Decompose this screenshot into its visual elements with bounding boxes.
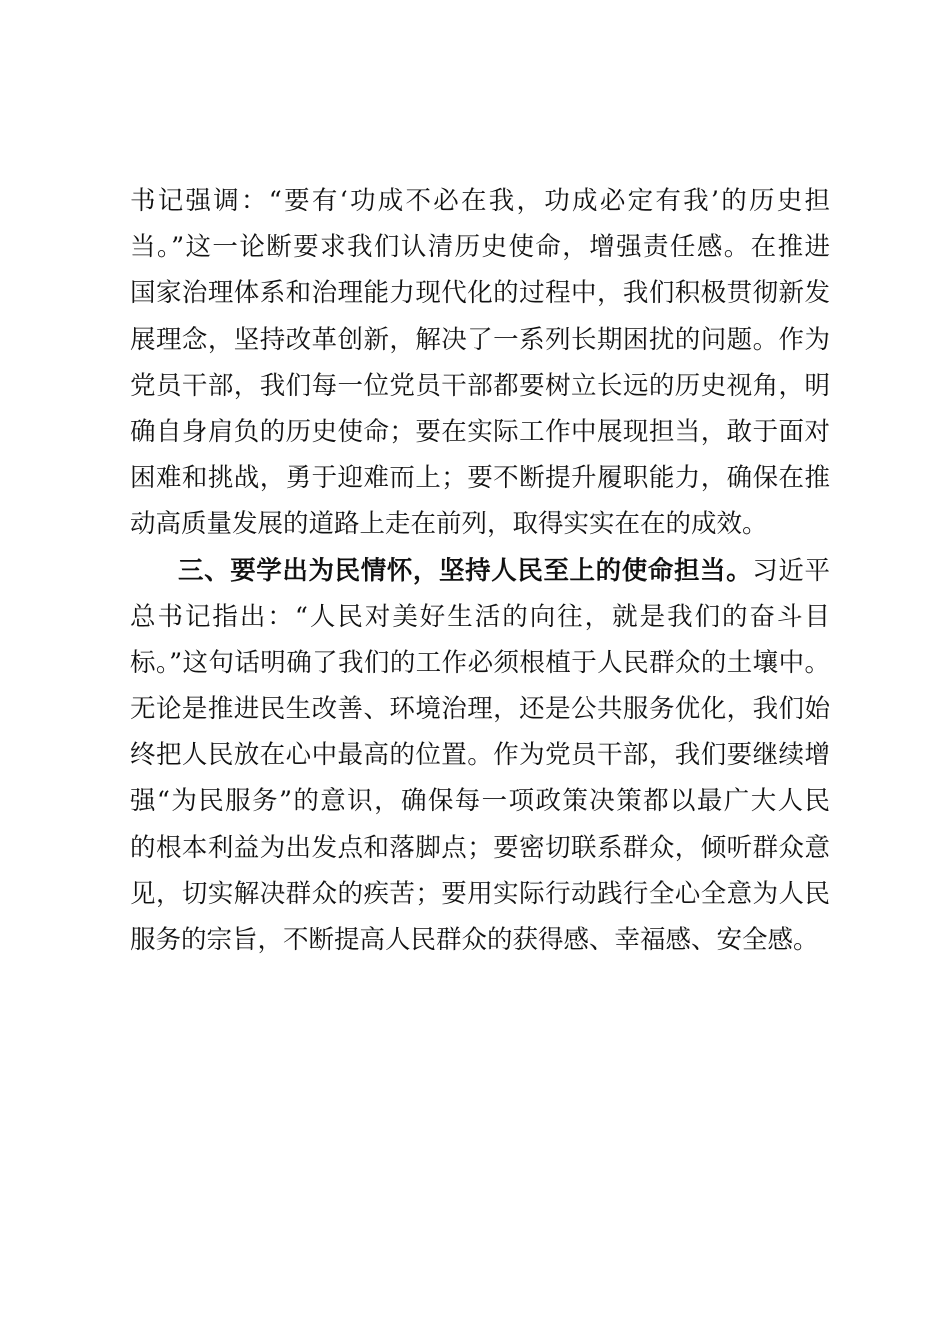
heading-line — [130, 548, 830, 594]
paragraph-1 — [130, 178, 830, 548]
text-line: 强“为民服务”的意识，确保每一项政策决策都以最广大人民 — [130, 786, 830, 817]
text-line: 展理念，坚持改革创新，解决了一系列长期困扰的问题。作为 — [130, 324, 830, 355]
text-line: 当。”这一论断要求我们认清历史使命，增强责任感。在推进 — [130, 232, 830, 263]
text-line: 无论是推进民生改善、环境治理，还是公共服务优化，我们始 — [130, 694, 830, 725]
heading-line-rest: 习近平 — [752, 555, 830, 586]
body-text — [130, 178, 830, 963]
text-line: 服务的宗旨，不断提高人民群众的获得感、幸福感、安全感。 — [130, 925, 819, 955]
text-line: 书记强调：“要有‘功成不必在我，功成必定有我’的历史担 — [130, 186, 830, 216]
text-line: 终把人民放在心中最高的位置。作为党员干部，我们要继续增 — [130, 740, 830, 771]
paragraph-2 — [130, 548, 830, 964]
text-line: 的根本利益为出发点和落脚点；要密切联系群众，倾听群众意 — [130, 832, 830, 863]
text-line: 标。”这句话明确了我们的工作必须根植于人民群众的土壤中。 — [130, 647, 830, 678]
text-line: 确自身肩负的历史使命；要在实际工作中展现担当，敢于面对 — [130, 416, 830, 447]
text-line: 国家治理体系和治理能力现代化的过程中，我们积极贯彻新发 — [130, 278, 830, 309]
text-line: 困难和挑战，勇于迎难而上；要不断提升履职能力，确保在推 — [130, 463, 830, 494]
text-line: 党员干部，我们每一位党员干部都要树立长远的历史视角，明 — [130, 370, 830, 401]
text-line: 动高质量发展的道路上走在前列，取得实实在在的成效。 — [130, 509, 768, 540]
text-line: 总书记指出：“人民对美好生活的向往，就是我们的奋斗目 — [130, 601, 830, 632]
section-heading: 三、要学出为民情怀，坚持人民至上的使命担当。 — [178, 555, 753, 586]
text-line: 见，切实解决群众的疾苦；要用实际行动践行全心全意为人民 — [130, 878, 830, 909]
